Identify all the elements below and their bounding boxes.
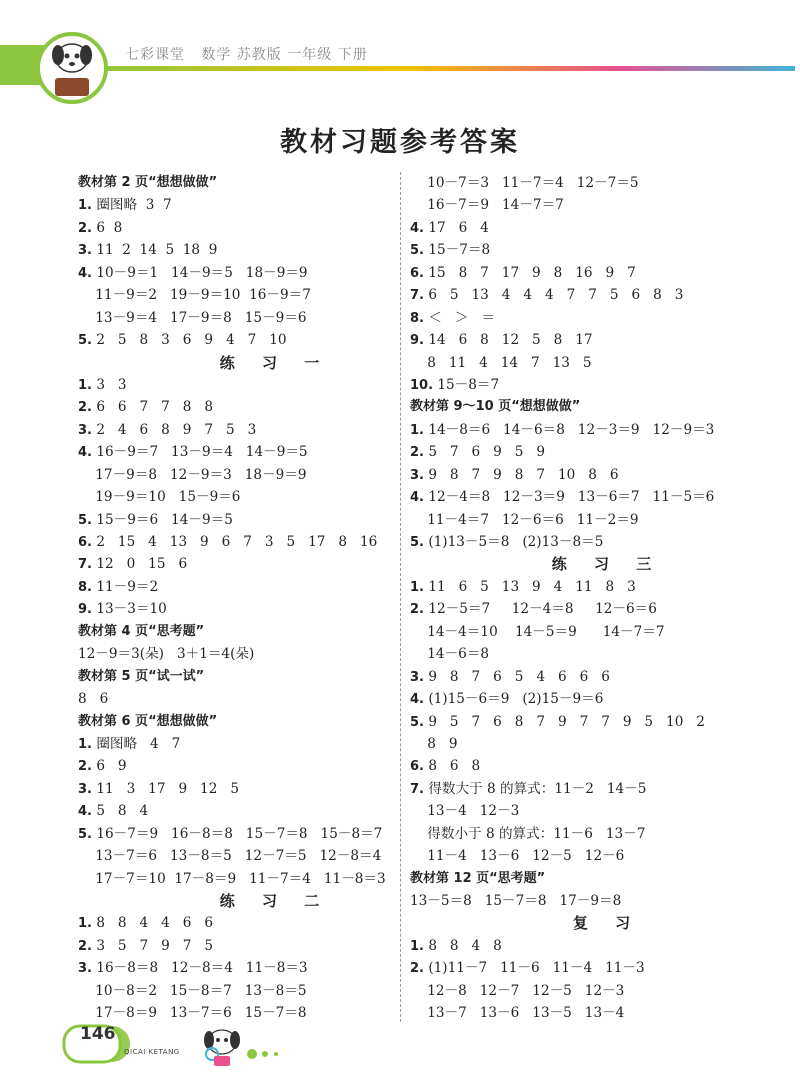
item-number: 8. <box>410 310 424 326</box>
line-text: 2 15 4 13 9 6 7 3 5 17 8 16 <box>96 534 378 550</box>
answer-line <box>78 576 463 598</box>
line-text: 5 8 4 <box>96 803 149 820</box>
item-number: 3. <box>410 467 424 483</box>
line-text: 12 0 15 6 <box>96 556 188 573</box>
answer-line <box>78 531 463 553</box>
line-text: 11 3 17 9 12 5 <box>96 780 239 797</box>
item-number: 4. <box>78 445 92 461</box>
item-number: 4. <box>410 220 424 236</box>
item-number: 2. <box>410 602 424 618</box>
line-text: 10－9＝1 14－9＝5 18－9＝9 <box>96 264 308 281</box>
line-text: 得数大于 8 的算式：11－2 14－5 <box>428 780 647 797</box>
line-text: 6 9 <box>96 758 127 775</box>
item-number: 3. <box>78 243 92 259</box>
item-number: 3. <box>78 781 92 797</box>
answer-line <box>78 553 463 575</box>
answer-line <box>410 194 795 216</box>
line-text: 11－9＝2 <box>96 578 159 595</box>
section-heading <box>78 711 463 733</box>
line-text: 3 3 <box>96 376 127 393</box>
item-number: 1. <box>78 916 92 932</box>
line-text: 教材第 6 页“想想做做” <box>78 713 218 729</box>
item-number: 2. <box>410 445 424 461</box>
line-text: 19－9＝10 15－9＝6 <box>78 489 241 506</box>
answer-line <box>410 823 795 845</box>
line-text: 14－8＝6 14－6＝8 12－3＝9 12－9＝3 <box>428 421 715 438</box>
line-text: 6 6 7 7 8 8 <box>96 399 214 416</box>
answer-line <box>410 509 795 531</box>
answer-line <box>410 688 795 710</box>
line-text: 5 7 6 9 5 9 <box>428 444 546 461</box>
item-number: 7. <box>78 557 92 573</box>
line-text: 圈图略 4 7 <box>96 735 181 752</box>
line-text: 13－4 12－3 <box>410 803 520 820</box>
answer-line <box>410 307 795 329</box>
answer-line <box>78 868 463 890</box>
left-column <box>78 172 463 1025</box>
answer-line <box>410 957 795 979</box>
item-number: 9. <box>410 333 424 349</box>
line-text: 练 习 三 <box>551 555 654 574</box>
answer-line <box>78 688 463 710</box>
item-number: 5. <box>78 333 92 349</box>
line-text: 教材第 9～10 页“想想做做” <box>410 399 581 415</box>
footer-decoration <box>0 1020 800 1084</box>
line-text: 15－7＝8 <box>428 242 491 259</box>
line-text: 圈图略 3 7 <box>96 197 172 214</box>
line-text: 教材第 4 页“思考题” <box>78 623 205 639</box>
item-number: 3. <box>410 669 424 685</box>
line-text: 17 6 4 <box>428 219 489 236</box>
item-number: 5. <box>410 535 424 550</box>
answer-line <box>78 755 463 777</box>
line-text: 8 8 4 4 6 6 <box>96 915 214 932</box>
item-number: 2. <box>78 938 92 954</box>
answer-line <box>78 217 463 239</box>
answer-line <box>410 262 795 284</box>
answer-line <box>410 778 795 800</box>
page-header <box>0 0 800 110</box>
section-heading <box>410 868 795 890</box>
answer-line <box>410 329 795 351</box>
answer-line <box>410 284 795 306</box>
line-text: 练 习 二 <box>219 892 322 910</box>
item-number: 5. <box>78 512 92 528</box>
item-number: 6. <box>410 265 424 281</box>
footer-dog-icon <box>204 1030 240 1066</box>
line-text: 9 8 7 6 5 4 6 6 6 <box>428 668 610 685</box>
line-text: 教材第 12 页“思考题” <box>410 870 546 886</box>
item-number: 4. <box>78 265 92 281</box>
line-text: 15－9＝6 14－9＝5 <box>96 511 233 528</box>
answer-line <box>410 598 795 620</box>
exercise-title <box>78 352 463 374</box>
item-number: 3. <box>78 422 92 438</box>
answer-line <box>78 823 463 845</box>
line-text: ＜ ＞ ＝ <box>428 309 496 326</box>
line-text: 16－7＝9 16－8＝8 15－7＝8 15－8＝7 <box>96 825 383 842</box>
line-text: 8 9 <box>410 735 458 752</box>
answer-line <box>410 845 795 867</box>
line-text: 16－8＝8 12－8＝4 11－8＝3 <box>96 960 308 977</box>
item-number: 4. <box>410 692 424 708</box>
line-text: 8 11 4 14 7 13 5 <box>410 354 592 371</box>
line-text: 8 6 8 <box>428 758 481 775</box>
line-text: 12－9＝3(朵) 3＋1＝4(朵) <box>78 646 255 663</box>
line-text: 16－7＝9 14－7＝7 <box>410 197 564 214</box>
line-text: 10－7＝3 11－7＝4 12－7＝5 <box>410 175 639 191</box>
item-number: 2. <box>410 961 424 977</box>
line-text: 11－4＝7 12－6＝6 11－2＝9 <box>410 511 639 528</box>
exercise-title <box>410 553 795 575</box>
answer-line <box>78 262 463 284</box>
line-text: 17－7＝10 17－8＝9 11－7＝4 11－8＝3 <box>78 870 386 887</box>
answer-line <box>410 800 795 822</box>
item-number: 5. <box>410 243 424 259</box>
answer-line <box>78 486 463 508</box>
exercise-title <box>410 912 795 934</box>
answer-line <box>410 486 795 508</box>
section-heading <box>410 396 795 418</box>
answer-line <box>410 464 795 486</box>
line-text: 13－7＝6 13－8＝5 12－7＝5 12－8＝4 <box>78 848 382 865</box>
line-text: 13－3＝10 <box>96 601 167 618</box>
answer-line <box>410 374 795 396</box>
answer-line <box>410 419 795 441</box>
answer-line <box>410 441 795 463</box>
item-number: 1. <box>410 422 424 438</box>
item-number: 8. <box>78 579 92 595</box>
answer-line <box>78 307 463 329</box>
page-footer <box>0 1020 800 1084</box>
line-text: 13－7 13－6 13－5 13－4 <box>410 1005 625 1022</box>
answer-line <box>410 755 795 777</box>
answer-line <box>78 957 463 979</box>
line-text: 12－4＝8 12－3＝9 13－6＝7 11－5＝6 <box>428 489 715 506</box>
line-text: (1)13－5＝8 (2)13－8＝5 <box>428 534 604 550</box>
answer-line <box>78 464 463 486</box>
line-text: (1)15－6＝9 (2)15－9＝6 <box>428 691 604 708</box>
line-text: 15－8＝7 <box>437 376 500 393</box>
item-number: 3. <box>78 961 92 977</box>
answer-line <box>410 643 795 665</box>
item-number: 9. <box>78 602 92 618</box>
item-number: 4. <box>78 804 92 820</box>
dot-small <box>274 1052 278 1056</box>
item-number: 5. <box>410 714 424 730</box>
line-text: 6 8 <box>96 219 123 236</box>
line-text: 15 8 7 17 9 8 16 9 7 <box>428 264 636 281</box>
line-text: 得数小于 8 的算式：11－6 13－7 <box>410 825 646 842</box>
answer-line <box>78 419 463 441</box>
page-number: 146 <box>80 1024 116 1044</box>
answer-line <box>410 239 795 261</box>
section-heading <box>78 172 463 194</box>
answer-line <box>410 733 795 755</box>
item-number: 2. <box>78 759 92 775</box>
answer-line <box>78 845 463 867</box>
header-text: 七彩课堂 数学 苏教版 一年级 下册 <box>125 47 368 63</box>
color-stripe <box>90 66 795 71</box>
item-number: 5. <box>78 826 92 842</box>
answer-line <box>410 890 795 912</box>
item-number: 2. <box>78 400 92 416</box>
answer-line <box>78 598 463 620</box>
column-divider <box>400 172 401 1022</box>
line-text: 8 8 4 8 <box>428 937 502 954</box>
line-text: 11－4 13－6 12－5 12－6 <box>410 848 625 865</box>
answer-line <box>410 576 795 598</box>
line-text: 14－6＝8 <box>410 646 490 663</box>
answer-line <box>410 666 795 688</box>
answer-line <box>410 980 795 1002</box>
answer-line <box>78 509 463 531</box>
line-text: 13－9＝4 17－9＝8 15－9＝6 <box>78 309 307 326</box>
line-text: 16－9＝7 13－9＝4 14－9＝5 <box>96 444 308 461</box>
line-text: 11 2 14 5 18 9 <box>96 242 218 259</box>
line-text: 复 习 <box>572 914 633 933</box>
exercise-title <box>78 890 463 912</box>
line-text: 14－4＝10 14－5＝9 14－7＝7 <box>410 623 665 640</box>
line-text: 12－5＝7 12－4＝8 12－6＝6 <box>428 601 657 618</box>
footer-brand: QICAI KETANG <box>124 1048 180 1056</box>
line-text: 9 5 7 6 8 7 9 7 7 9 5 10 2 <box>428 713 705 730</box>
line-text: 3 5 7 9 7 5 <box>96 937 214 954</box>
item-number: 1. <box>410 579 424 595</box>
line-text: 17－8＝9 13－7＝6 15－7＝8 <box>78 1005 307 1022</box>
answer-line <box>78 980 463 1002</box>
line-text: 11－9＝2 19－9＝10 16－9＝7 <box>78 287 311 304</box>
dot-large <box>247 1049 257 1059</box>
line-text: 11 6 5 13 9 4 11 8 3 <box>428 578 636 595</box>
answer-line <box>78 239 463 261</box>
item-number: 6. <box>410 759 424 775</box>
line-text: 17－9＝8 12－9＝3 18－9＝9 <box>78 466 307 483</box>
answer-line <box>78 643 463 665</box>
item-number: 6. <box>78 535 92 550</box>
answer-line <box>78 374 463 396</box>
answer-line <box>78 935 463 957</box>
answer-line <box>410 935 795 957</box>
section-heading <box>78 621 463 643</box>
line-text: (1)11－7 11－6 11－4 11－3 <box>428 960 645 977</box>
item-number: 2. <box>78 220 92 236</box>
item-number: 4. <box>410 490 424 506</box>
answer-line <box>78 912 463 934</box>
answer-line <box>78 329 463 351</box>
line-text: 10－8＝2 15－8＝7 13－8＝5 <box>78 982 307 999</box>
answer-line <box>78 778 463 800</box>
answer-line <box>78 194 463 216</box>
line-text: 2 5 8 3 6 9 4 7 10 <box>96 332 287 349</box>
item-number: 7. <box>410 288 424 304</box>
answer-line <box>78 284 463 306</box>
line-text: 2 4 6 8 9 7 5 3 <box>96 421 257 438</box>
answer-line <box>410 217 795 239</box>
answer-line <box>78 396 463 418</box>
section-heading <box>78 666 463 688</box>
page-title: 教材习题参考答案 <box>280 127 520 158</box>
header-decoration <box>0 0 800 110</box>
item-number: 1. <box>78 198 92 214</box>
answer-line <box>78 441 463 463</box>
line-text: 练 习 一 <box>219 353 322 372</box>
line-text: 12－8 12－7 12－5 12－3 <box>410 982 625 999</box>
line-text: 教材第 2 页“想想做做” <box>78 175 218 190</box>
line-text: 教材第 5 页“试一试” <box>78 668 205 684</box>
answer-line <box>410 621 795 643</box>
answer-line <box>410 172 795 194</box>
item-number: 1. <box>78 377 92 393</box>
answer-line <box>410 531 795 553</box>
line-text: 6 5 13 4 4 4 7 7 5 6 8 3 <box>428 287 684 304</box>
answer-line <box>78 733 463 755</box>
right-column <box>410 172 795 1025</box>
line-text: 13－5＝8 15－7＝8 17－9＝8 <box>410 893 622 909</box>
line-text: 8 6 <box>78 691 109 708</box>
line-text: 14 6 8 12 5 8 17 <box>428 332 593 349</box>
answer-line <box>410 711 795 733</box>
line-text: 9 8 7 9 8 7 10 8 6 <box>428 466 619 483</box>
item-number: 10. <box>410 377 434 393</box>
answer-line <box>78 800 463 822</box>
dot-medium <box>262 1051 268 1057</box>
item-number: 1. <box>78 736 92 752</box>
item-number: 1. <box>410 938 424 954</box>
answer-line <box>410 352 795 374</box>
item-number: 7. <box>410 781 424 797</box>
